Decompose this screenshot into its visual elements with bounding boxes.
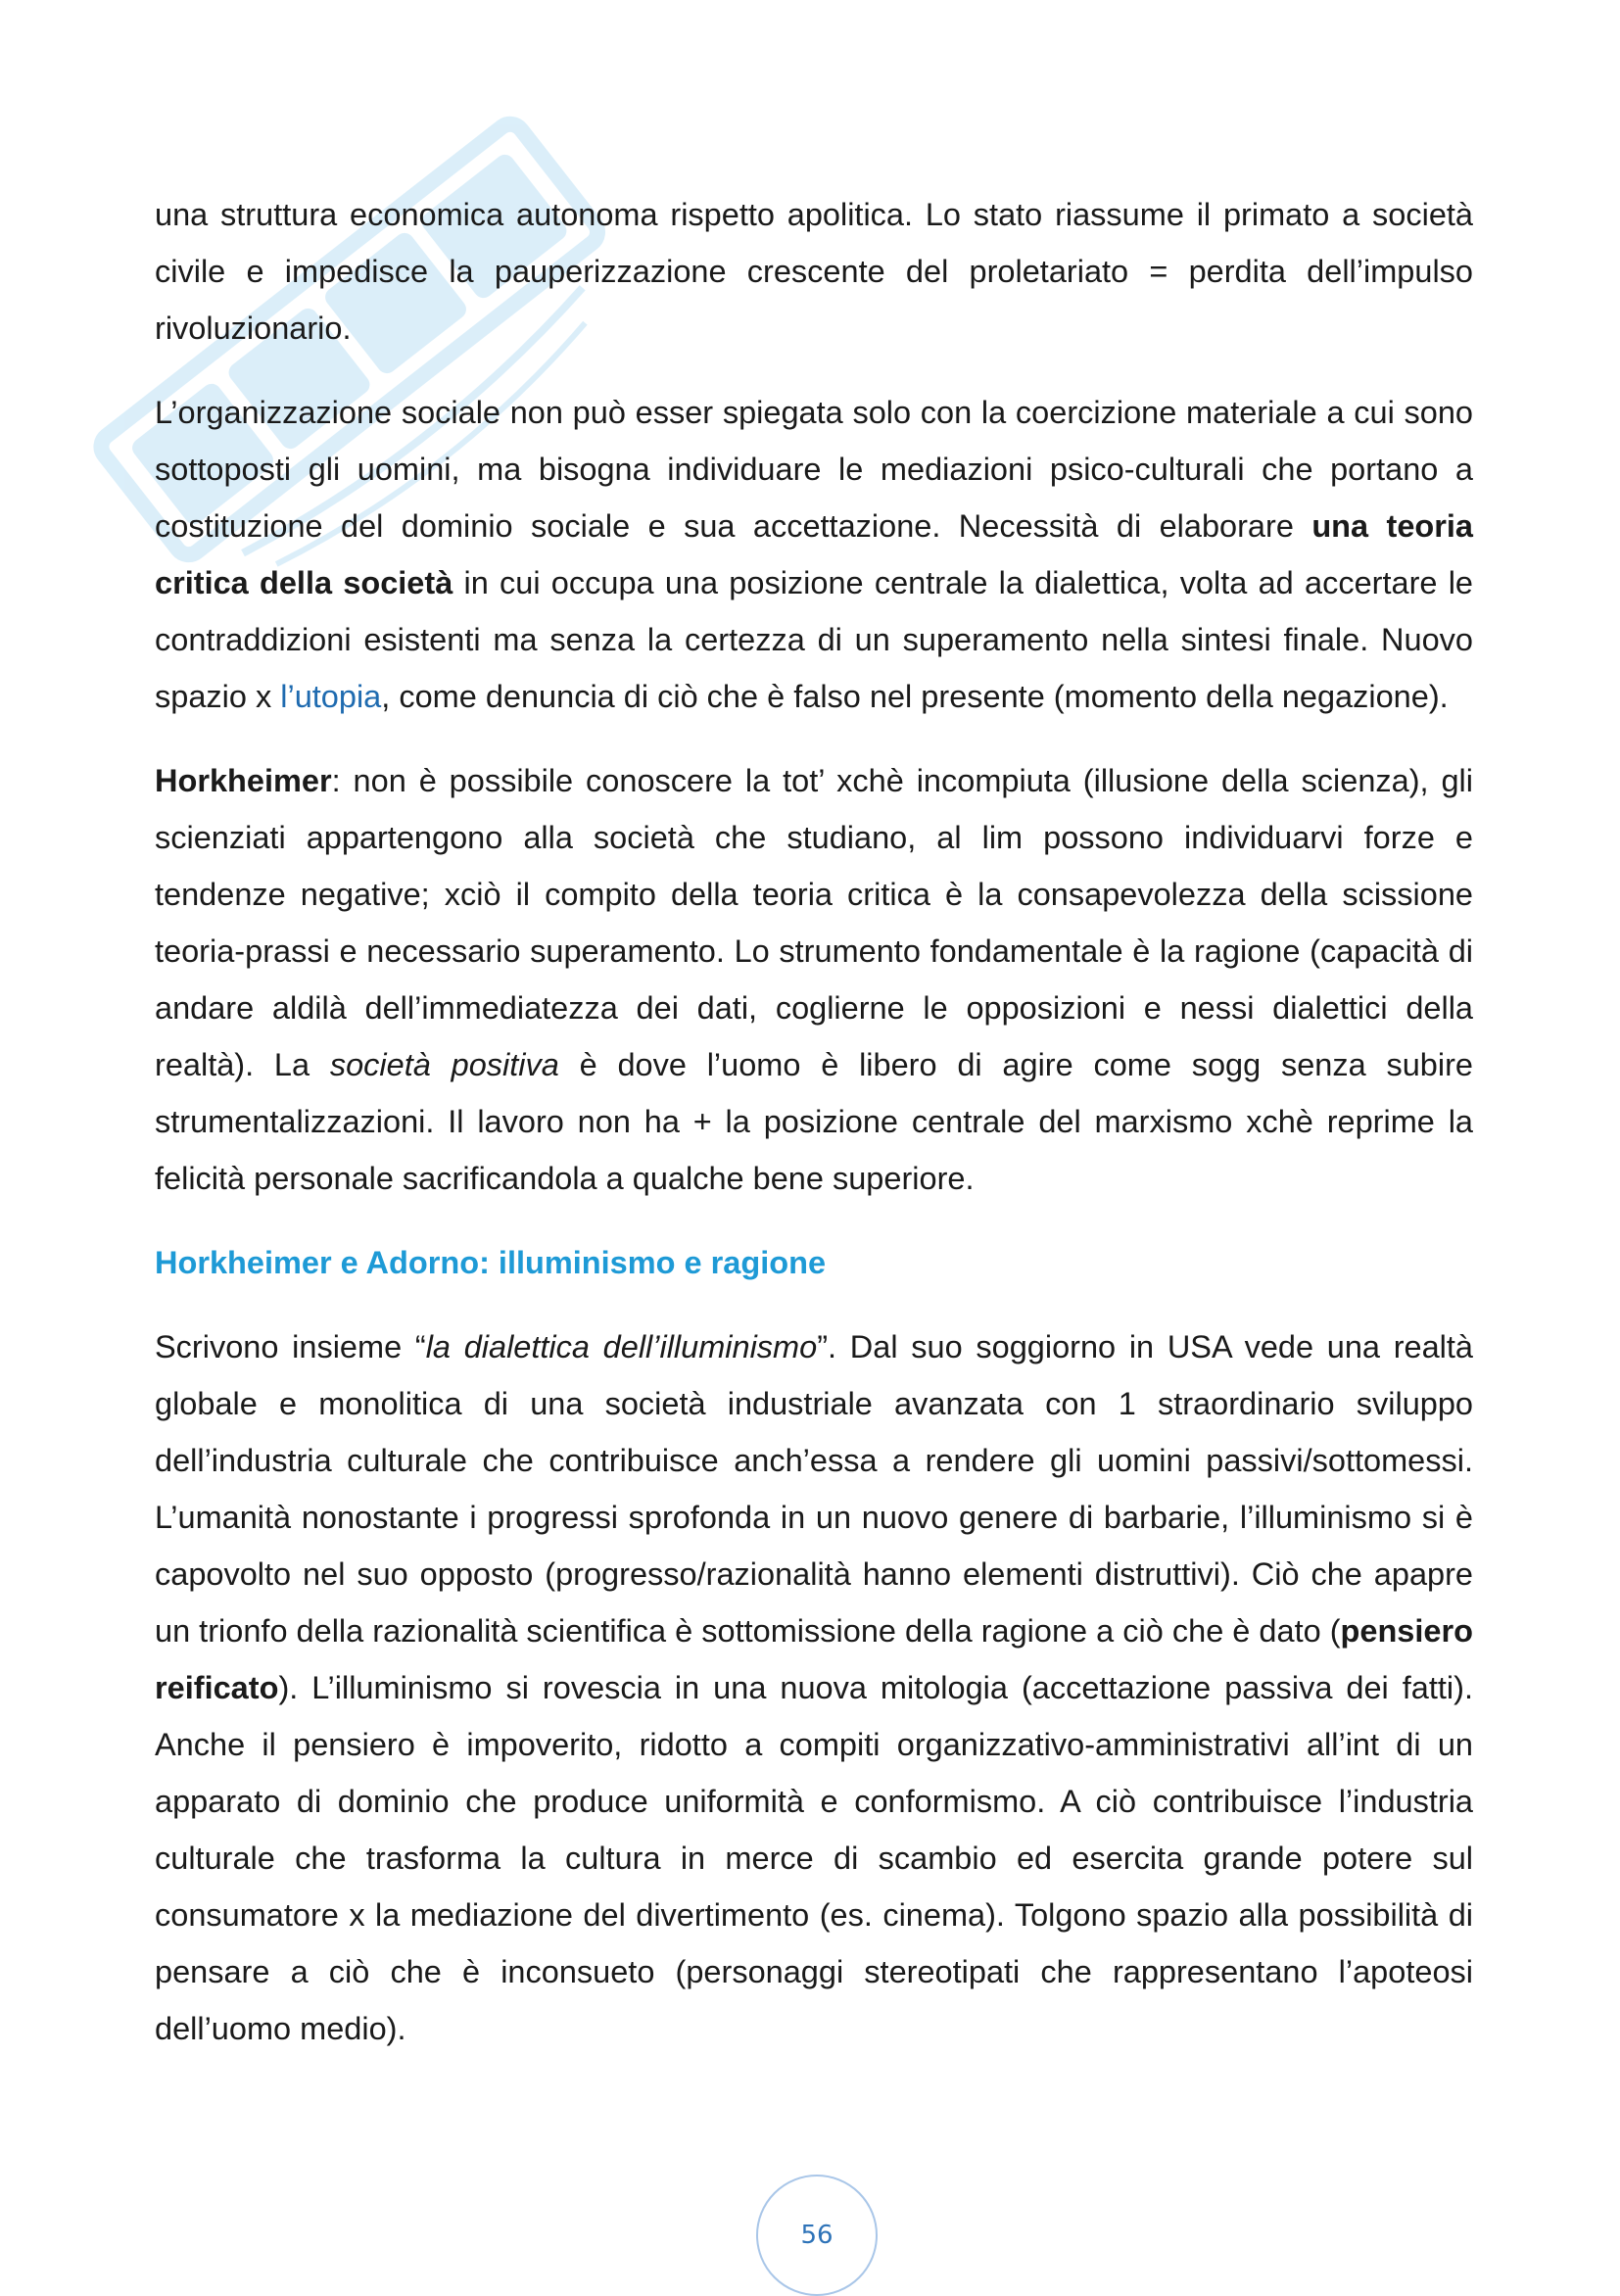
paragraph-4-bold: pensiero reificato	[155, 1613, 1473, 1705]
paragraph-2-text-a: L’organizzazione sociale non può esser spiegata solo con la coercizione materiale a cui sono sottoposti gli uomini, ma bisogna individuare le mediazioni psico-culturali che portano a costituzione del dominio sociale e sua accettazione. Necessità di elaborare	[155, 395, 1473, 544]
paragraph-3	[155, 752, 1473, 1207]
paragraph-3-text-d: è dove l’uomo è libero di agire come sogg senza subire strumentalizzazioni. Il lavoro non ha + la posizione centrale del marxismo xchè reprime la felicità personale sacrificandola a qualche bene superiore.	[155, 1047, 1473, 1196]
paragraph-4-text-c: ”. Dal suo soggiorno in USA vede una realtà globale e monolitica di una società industriale avanzata con 1 straordinario sviluppo dell’industria culturale che contribuisce anch’essa a rendere gli uomini passivi/sottomessi. L’umanità nonostante i progressi sprofonda in un nuovo genere di barbarie, l’illuminismo si è capovolto nel suo opposto (progresso/razionalità hanno elementi distruttivi). Ciò che apapre un trionfo della razionalità scientifica è sottomissione della ragione a ciò che è dato (	[155, 1329, 1473, 1649]
page-number: 56	[800, 2221, 834, 2250]
paragraph-4-text-e: ). L’illuminismo si rovescia in una nuova mitologia (accettazione passiva dei fatti). Anche il pensiero è impoverito, ridotto a compiti organizzativo-amministrativi all’int di un apparato di dominio che produce uniformità e conformismo. A ciò contribuisce l’industria culturale che trasforma la cultura in merce di scambio ed esercita grande potere sul consumatore x la mediazione del divertimento (es. cinema). Tolgono spazio alla possibilità di pensare a ciò che è inconsueto (personaggi stereotipati che rappresentano l’apoteosi dell’uomo medio).	[155, 1670, 1473, 2046]
paragraph-2	[155, 384, 1473, 725]
paragraph-4	[155, 1318, 1473, 2057]
paragraph-3-text-b: : non è possibile conoscere la tot’ xchè incompiuta (illusione della scienza), gli scienziati appartengono alla società che studiano, al lim possono individuarvi forze e tendenze negative; xciò il compito della teoria critica è la consapevolezza della scissione teoria-prassi e necessario superamento. Lo strumento fondamentale è la ragione (capacità di andare aldilà dell’immediatezza dei dati, coglierne le opposizioni e nessi dialettici della realtà). La	[155, 763, 1473, 1082]
section-heading: Horkheimer e Adorno: illuminismo e ragione	[155, 1245, 827, 1280]
paragraph-2-bold: una teoria critica della società	[155, 508, 1473, 600]
paragraph-1	[155, 186, 1473, 357]
paragraph-4-italic: la dialettica dell’illuminismo	[425, 1329, 818, 1364]
utopia-link[interactable]: l’utopia	[280, 679, 382, 714]
paragraph-3-italic: società positiva	[329, 1047, 559, 1082]
document-body	[155, 186, 1473, 2084]
paragraph-3-bold: Horkheimer	[155, 763, 332, 798]
paragraph-2-text-e: , come denuncia di ciò che è falso nel presente (momento della negazione).	[381, 679, 1449, 714]
paragraph-1-text: una struttura economica autonoma rispetto apolitica. Lo stato riassume il primato a società civile e impedisce la pauperizzazione crescente del proletariato = perdita dell’impulso rivoluzionario.	[155, 197, 1473, 346]
paragraph-2-text-c: in cui occupa una posizione centrale la dialettica, volta ad accertare le contraddizioni esistenti ma senza la certezza di un superamento nella sintesi finale. Nuovo spazio x	[155, 565, 1473, 714]
paragraph-4-text-a: Scrivono insieme “	[155, 1329, 426, 1364]
page-number-badge	[756, 2175, 878, 2296]
